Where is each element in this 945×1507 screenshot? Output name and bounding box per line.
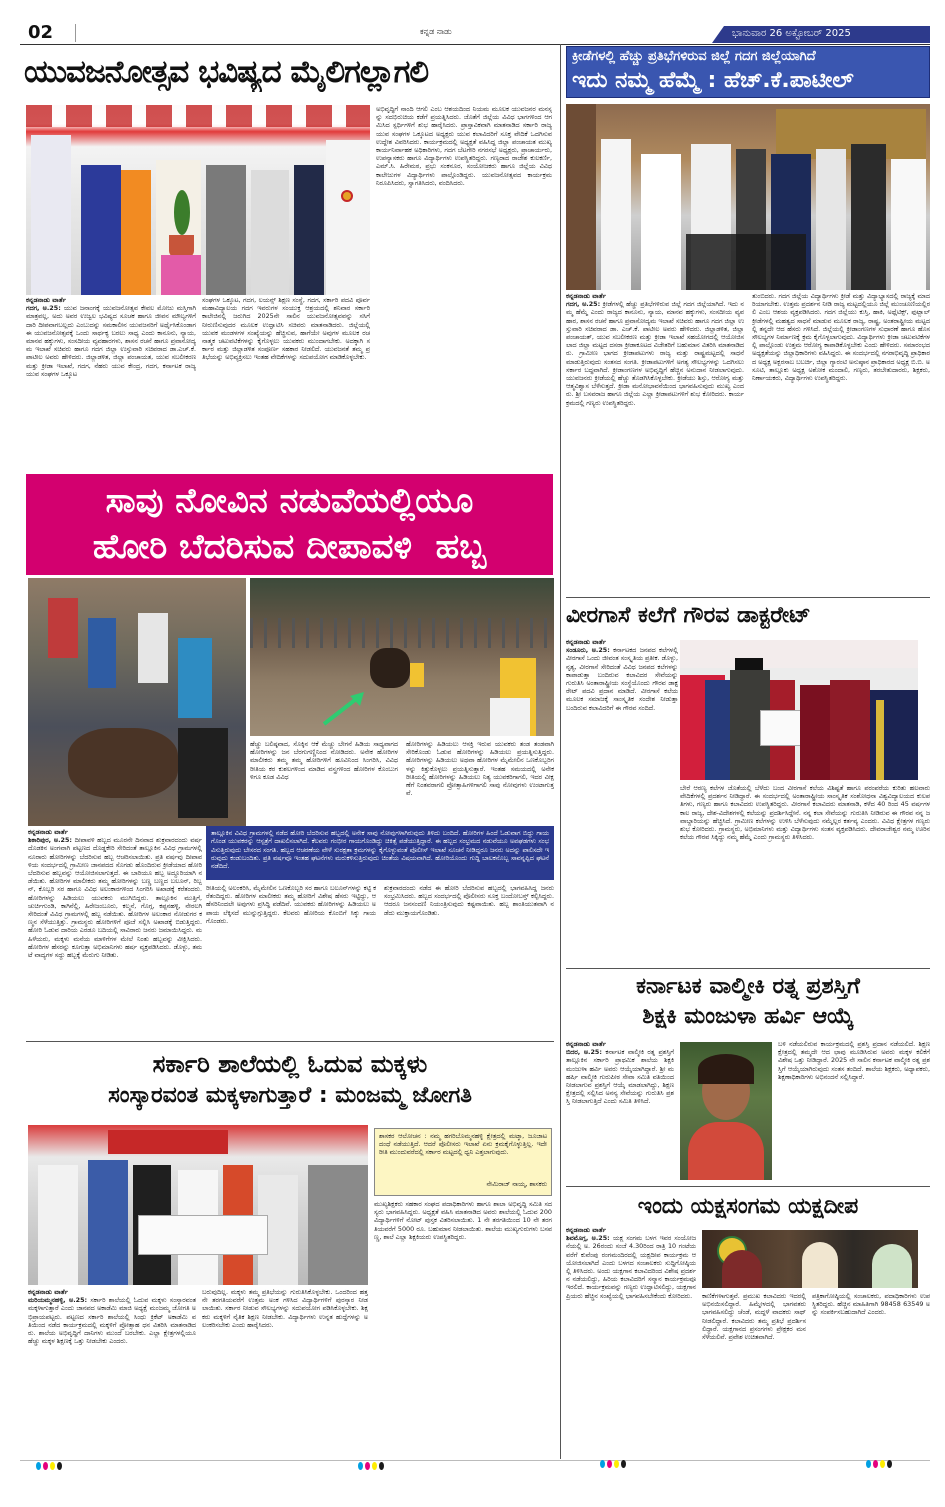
story6-byline: ಕನ್ನಡನಾಡು ವಾರ್ತೆ [566,1226,607,1234]
story3-caption-box [206,826,554,880]
magenta-dot [365,1462,370,1470]
story3-col1-text: ದೀಪಾವಳಿ ಹಬ್ಬದ ಮೂರನೇ ದಿನವಾದ ಶುಕ್ರವಾರದಂದು ವರ್ಷದೊಡಕಿನ ಅಂಗವಾಗಿ ಪಟ್ಟಣದ ದೊಡ್ಡಕೇರಿ ಸೇರಿದಂತೆ ತಾಲ್ಲೂಕಿನ ವಿವಿಧ ಗ್ರಾಮಗಳಲ್ಲಿ ನೂರಾರು ಹೋರಿಗಳನ್ನು ಬೆದರಿಸುವ ಹಬ್ಬ ಆಚರಿಸಲಾಯಿತು. ಪ್ರತಿ ವರ್ಷವು ದೀಪಾವಳಿಯ ಸಂದರ್ಭದಲ್ಲಿ ಗ್ರಾಮೀಣ ಜಾನಪದದ ಸೊಗಡು ಹೊಂದಿರುವ ಕ್ರೀಡೆಯಾದ ಹೋರಿ ಬೆದರಿಸುವ ಹಬ್ಬವನ್ನು ಆಯೋಜಿಸಲಾಗುತ್ತದೆ. ಈ ಬಾರಿಯೂ ಹಬ್ಬ ಅದ್ದೂರಿಯಾಗಿ ನಡೆಯಿತು. ಹೋರಿಗಳ ಮಾಲೀಕರು ತಮ್ಮ ಹೋರಿಗಳನ್ನು ಬಣ್ಣ ಬಣ್ಣದ ಬಲೂನ್, ರಿಬ್ಬನ್, ಕೊಬ್ಬರಿ ಸರ ಹಾಗೂ ವಿವಿಧ ಅಲಂಕಾರಗಳಿಂದ ಸಿಂಗರಿಸಿ ಅಖಾಡಕ್ಕೆ ಕರೆತಂದರು. ಹೋರಿಗಳನ್ನು ಹಿಡಿಯಲು ಯುವಕರು ಮುಗಿಬಿದ್ದರು. ತಾಲ್ಲೂಕಿನ ಮುತ್ತಿಗೆ, ಚುರ್ಚಿಗುಂಡಿ, ಕಾಗಿನೆಲ್ಲಿ, ಹಿರೇಜಂಬೂರು, ಕಲ್ಮನೆ, ಗೊಗ್ಗ, ಕಪ್ಪನಹಳ್ಳಿ, ನೇರಲಗಿ ಸೇರಿದಂತೆ ವಿವಿಧ ಗ್ರಾಮಗಳಲ್ಲಿ ಹಬ್ಬ ನಡೆಯಿತು. [28,836,202,919]
story7-headline-line2: ಸಂಸ್ಕಾರವಂತ ಮಕ್ಕಳಾಗುತ್ತಾರೆ : ಮಂಜಮ್ಮ ಜೋಗತಿ [108,1083,472,1108]
cmyk-registration-marks-3 [600,1460,626,1468]
main-column-divider [560,44,561,1459]
masthead-rule [20,44,930,45]
story3-bottom-rule [26,1041,554,1042]
black-dot [887,1460,892,1468]
story5-byline: ಕನ್ನಡನಾಡು ವಾರ್ತೆ [566,1040,607,1048]
story7-photo [28,1125,368,1285]
story1-photo [26,105,370,295]
footer-rule [20,1460,930,1461]
page-number: 02 [28,22,54,43]
magenta-dot [43,1462,48,1470]
cmyk-registration-marks-1 [36,1462,62,1470]
paper-name-text: ಕನ್ನಡ ನಾಡು [420,27,452,36]
story7-col1 [28,1288,196,1458]
story5-bottom-rule [566,1186,930,1187]
black-dot [57,1462,62,1470]
story7-col2: ಬರುವುದಿಲ್ಲ. ಮಕ್ಕಳು ತಮ್ಮ ಪ್ರತಿಭೆಯನ್ನು ಗುರುತಿಸಿಕೊಳ್ಳಬೇಕು. ಒಂದರಿಂದ ಹತ್ತನೇ ತರಗತಿಯವರೆಗೆ ಉತ್ತಮ ಅಂಕ ಗಳಿಸಿದ ವಿದ್ಯಾರ್ಥಿಗಳಿಗೆ ಪುರಸ್ಕಾರ ನೀಡಲಾಯಿತು. ಸರ್ಕಾರ ನೀಡುವ ಸೌಲಭ್ಯಗಳನ್ನು ಸದುಪಯೋಗ ಪಡಿಸಿಕೊಳ್ಳಬೇಕು. ಶಿಕ್ಷಕರು ಮಕ್ಕಳಿಗೆ ನೈತಿಕ ಶಿಕ್ಷಣ ನೀಡಬೇಕು. ವಿದ್ಯಾರ್ಥಿಗಳು ಉನ್ನತ ಹುದ್ದೆಗಳನ್ನು ಅಲಂಕರಿಸಬೇಕು ಎಂದು ಹಾರೈಸಿದರು. [202,1288,368,1329]
story4-photo [680,640,918,780]
story3-dateline: ಶಿಕಾರಿಪುರ, ಅ.25: [28,836,72,845]
magenta-dot [873,1460,878,1468]
story5-headline-line1: ಕರ್ನಾಟಕ ವಾಲ್ಮೀಕಿ ರತ್ನ ಪ್ರಶಸ್ತಿಗೆ [636,974,860,999]
cyan-dot [36,1462,41,1470]
yellow-dot [880,1460,885,1468]
story5-photo [680,1042,772,1180]
story7-quote-attribution: ನೇಮಿರಾಜ್ ನಾಯ್ಕ, ಶಾಸಕರು [486,1180,547,1188]
story2-col1 [566,292,744,567]
black-dot [379,1462,384,1470]
story3-photo-crowd [28,578,246,826]
story4-col-left [566,638,678,838]
story2-photo [566,104,930,290]
story5-dateline: ಬಿದರ, ಅ.25: [566,1048,602,1057]
story6-col-mid: ಕಾಣಿಕೆಗಳಾಗುತ್ತವೆ. ಪ್ರಮುಖ ಕಲಾವಿದರು ಇದರಲ್ಲಿ ಅಭಿನಯಿಸಲಿದ್ದಾರೆ. ಹಿಮ್ಮೇಳದಲ್ಲಿ ಭಾಗವತರು ಭಾಗವಹಿಸಲಿದ್ದು ಚೆಂಡೆ, ಮದ್ದಳೆ ವಾದಕರು ಸಾಥ್ ನೀಡಲಿದ್ದಾರೆ. ಕಲಾವಿದರು ತಮ್ಮ ಪ್ರತಿಭೆ ಪ್ರದರ್ಶಿಸಲಿದ್ದಾರೆ. ಯಕ್ಷಗಾನದ ಪ್ರಸಂಗಗಳು ಪ್ರೇಕ್ಷಕರ ಮನ ಸೆಳೆಯಲಿವೆ. ಪ್ರವೇಶ ಉಚಿತವಾಗಿದೆ. [702,1292,806,1342]
story4-col-full: ಬೇರೆ ಆರಣ್ಯ ಕಲೆಗಳ ಜೊತೆಯಲ್ಲಿ ಬೆಳೆದು ಬಂದ ವೀರಗಾಸೆ ಕಲೆಯ ವಿಶಿಷ್ಟತೆ ಹಾಗೂ ಪರಂಪರೆಯ ಕುರಿತು ಹಲವಾರು ವೇದಿಕೆಗಳಲ್ಲಿ ಪ್ರದರ್ಶನ ನೀಡಿದ್ದಾರೆ. ಈ ಸಂದರ್ಭದಲ್ಲಿ ಅಂತಾರಾಷ್ಟ್ರೀಯ ಸಾಂಸ್ಕೃತಿಕ ಸಂಶೋಧನಾ ವಿಶ್ವವಿದ್ಯಾಲಯದ ಕುಲಪತಿಗಳು, ಗಣ್ಯರು ಹಾಗೂ ಕಲಾವಿದರು ಉಪಸ್ಥಿತರಿದ್ದರು. ವೀರಗಾಸೆ ಕಲಾವಿದರು ಮಾತನಾಡಿ, ಕಳೆದ 40 ರಿಂದ 45 ವರ್ಷಗಳ ಕಾಲ ರಾಜ್ಯ, ದೇಶ-ವಿದೇಶಗಳಲ್ಲಿ ಕಲೆಯನ್ನು ಪ್ರದರ್ಶಿಸಿದ್ದೇನೆ. ನನ್ನ ಕಲಾ ಸೇವೆಯನ್ನು ಗುರುತಿಸಿ ನೀಡಿರುವ ಈ ಗೌರವ ನನ್ನ ಜವಾಬ್ದಾರಿಯನ್ನು ಹೆಚ್ಚಿಸಿದೆ. ಗ್ರಾಮೀಣ ಕಲೆಗಳನ್ನು ಉಳಿಸಿ ಬೆಳೆಸುವುದು ನಮ್ಮೆಲ್ಲರ ಕರ್ತವ್ಯ ಎಂದರು. ವಿವಿಧ ಕ್ಷೇತ್ರಗಳ ಗಣ್ಯರು ಶುಭ ಕೋರಿದರು. ಗ್ರಾಮಸ್ಥರು, ಅಭಿಮಾನಿಗಳು ಮತ್ತು ವಿದ್ಯಾರ್ಥಿಗಳು ಸಂತಸ ವ್ಯಕ್ತಪಡಿಸಿದರು. ದೇವರಾಜೇಶ್ವರ ನಮ್ಮ ಊರಿನ ಕಲೆಯ ಗೌರವ ಸಿಕ್ಕಿದ್ದು ನಮ್ಮ ಹೆಮ್ಮೆ ಎಂದು ಗ್ರಾಮಸ್ಥರು ತಿಳಿಸಿದರು. [680,784,930,842]
story2-kicker: ಕ್ರೀಡೆಗಳಲ್ಲಿ ಹೆಚ್ಚು ಪ್ರತಿಭೆಗಳಿರುವ ಜಿಲ್ಲೆ ಗದಗ ಜಿಲ್ಲೆಯಾಗಿದೆ [572,49,816,64]
story7-col1-text: ಸರ್ಕಾರಿ ಶಾಲೆಯಲ್ಲಿ ಓದುವ ಮಕ್ಕಳು ಸಂಸ್ಕಾರವಂತ ಮಕ್ಕಳಾಗುತ್ತಾರೆ ಎಂದು ಜಾನಪದ ಅಕಾಡೆಮಿ ಮಾಜಿ ಅಧ್ಯಕ್ಷೆ ಮಂಜಮ್ಮ ಜೋಗತಿ ಅಭಿಪ್ರಾಯಪಟ್ಟರು. ಪಟ್ಟಣದ ಸರ್ಕಾರಿ ಶಾಲೆಯಲ್ಲಿ ಸಿಂಧು ಕ್ರಿಕೆಟ್ ಅಕಾಡೆಮಿ ವತಿಯಿಂದ ನಡೆದ ಕಾರ್ಯಕ್ರಮದಲ್ಲಿ ಮಕ್ಕಳಿಗೆ ಪ್ರೋತ್ಸಾಹ ಧನ ವಿತರಿಸಿ ಮಾತನಾಡಿದರು. ಶಾಲೆಯ ಅಭಿವೃದ್ಧಿಗೆ ದಾನಿಗಳು ಮುಂದೆ ಬರಬೇಕು. ಎಲ್ಲಾ ಕ್ಷೇತ್ರಗಳಲ್ಲಿಯೂ ಹೆಚ್ಚು ಮಕ್ಕಳ ಶಿಕ್ಷಣಕ್ಕೆ ಒತ್ತು ನೀಡಬೇಕು ಎಂದರು. [28,1296,196,1346]
story2-dateline: ಗದಗ, ಅ.25: [566,300,601,309]
story4-bottom-rule [566,968,930,969]
story5-col-right: ಬಳಿ ನಡೆಯಲಿರುವ ಕಾರ್ಯಕ್ರಮದಲ್ಲಿ ಪ್ರಶಸ್ತಿ ಪ್ರದಾನ ನಡೆಯಲಿದೆ. ಶಿಕ್ಷಣ ಕ್ಷೇತ್ರದಲ್ಲಿ ತಮ್ಮದೇ ಆದ ಛಾಪು ಮೂಡಿಸಿರುವ ಅವರು ಮಕ್ಕಳ ಕಲಿಕೆಗೆ ವಿಶೇಷ ಒತ್ತು ನೀಡಿದ್ದಾರೆ. 2025 ನೇ ಸಾಲಿನ ಕರ್ನಾಟಕ ವಾಲ್ಮೀಕಿ ರತ್ನ ಪ್ರಶಸ್ತಿಗೆ ಆಯ್ಕೆಯಾಗಿರುವುದು ಸಂತಸ ತಂದಿದೆ. ಶಾಲೆಯ ಶಿಕ್ಷಕರು, ಅಧ್ಯಾಪಕರು, ಶಿಕ್ಷಣಾಧಿಕಾರಿಗಳು ಅಭಿನಂದನೆ ಸಲ್ಲಿಸಿದ್ದಾರೆ. [778,1040,930,1081]
story3-bottom-col2: ರೀತಿಯಲ್ಲಿ ಅಲಂಕರಿಸಿ, ಮೈಮೇಲಿನ ಒಣಕೊಬ್ಬರಿ ಸರ ಹಾಗೂ ಬಲೂನ್‌ಗಳನ್ನು ಕಟ್ಟಿ ಕರೆತಂದಿದ್ದರು. ಹೋರಿಗಳ ಮಾಲೀಕರು ತಮ್ಮ ಹೋರಿಗೆ ವಿಶೇಷ ಹೆಸರು ಇಟ್ಟಿದ್ದು, ಆ ಹೆಸರಿನಿಂದಲೇ ಅವುಗಳು ಪ್ರಸಿದ್ಧಿ ಪಡೆದಿವೆ. ಯುವಕರು ಹೋರಿಗಳನ್ನು ಹಿಡಿಯಲು ಅಪಾಯ ಲೆಕ್ಕಿಸದೆ ಮುನ್ನುಗ್ಗುತ್ತಿದ್ದರು. ಕೆಲವರು ಹೋರಿಯ ಕೊಂಬಿಗೆ ಸಿಕ್ಕು ಗಾಯಗೊಂಡರು. [206,884,376,925]
yellow-dot [614,1460,619,1468]
story5-col-left-text: ಕರ್ನಾಟಕ ವಾಲ್ಮೀಕಿ ರತ್ನ ಪ್ರಶಸ್ತಿಗೆ ತಾಲ್ಲೂಕಿನ ಸರ್ಕಾರಿ ಪ್ರಾಥಮಿಕ ಶಾಲೆಯ ಶಿಕ್ಷಕಿ ಮಂಜುಳಾ ಹರ್ವಿ ಅವರು ಆಯ್ಕೆಯಾಗಿದ್ದಾರೆ. ಶ್ರೀ ಮಹರ್ಷಿ ವಾಲ್ಮೀಕಿ ಗುರುಪೀಠ ಸೇವಾ ಸಮಿತಿ ವತಿಯಿಂದ ನೀಡಲಾಗುವ ಪ್ರಶಸ್ತಿಗೆ ಆಯ್ಕೆ ಮಾಡಲಾಗಿದ್ದು, ಶಿಕ್ಷಣ ಕ್ಷೇತ್ರದಲ್ಲಿ ಸಲ್ಲಿಸಿದ ಅನನ್ಯ ಸೇವೆಯನ್ನು ಗುರುತಿಸಿ ಪ್ರಶಸ್ತಿ ನೀಡಲಾಗುತ್ತಿದೆ ಎಂದು ಸಮಿತಿ ತಿಳಿಸಿದೆ. [566,1048,674,1106]
yellow-dot [50,1462,55,1470]
story1-headline: ಯುವಜನೋತ್ಸವ ಭವಿಷ್ಯದ ಮೈಲಿಗಲ್ಲಾಗಲಿ [24,54,429,90]
story3-headline-line1: ಸಾವು ನೋವಿನ ನಡುವೆಯಲ್ಲಿಯೂ [105,481,474,521]
story4-dateline: ಸಂಡೂರು, ಅ.25: [566,646,610,655]
story2-byline: ಕನ್ನಡನಾಡು ವಾರ್ತೆ [566,292,607,300]
story6-col-left-text: ಯಕ್ಷ ಸಂಗಮ ಬಳಗ ಇವರ ಸಂಯೋಜನೆಯಲ್ಲಿ ಅ. 26ರಂದು ಸಂಜೆ 4.30ರಿಂದ ರಾತ್ರಿ 10 ಗಂಟೆಯವರೆಗೆ ಕುವೆಂಪು ರಂಗಮಂದಿರದಲ್ಲಿ ಯಕ್ಷದೀಪ ಕಾರ್ಯಕ್ರಮ ಆಯೋಜಿಸಲಾಗಿದೆ ಎಂದು ಬಳಗದ ಸಂಚಾಲಕರು ಸುದ್ದಿಗೋಷ್ಠಿಯಲ್ಲಿ ತಿಳಿಸಿದರು. ಅಂದು ಯಕ್ಷಗಾನ ಕಲಾವಿದರಿಂದ ವಿಶೇಷ ಪ್ರದರ್ಶನ ನಡೆಯಲಿದ್ದು, ಹಿರಿಯ ಕಲಾವಿದರಿಗೆ ಸನ್ಮಾನ ಕಾರ್ಯಕ್ರಮವೂ ಇರಲಿದೆ. ಕಾರ್ಯಕ್ರಮವನ್ನು ಗಣ್ಯರು ಉದ್ಘಾಟಿಸಲಿದ್ದು, ಯಕ್ಷಗಾನ ಪ್ರಿಯರು ಹೆಚ್ಚಿನ ಸಂಖ್ಯೆಯಲ್ಲಿ ಭಾಗವಹಿಸಬೇಕೆಂದು ಕೋರಿದರು. [566,1234,696,1300]
story2-col2: ತುಂಬಿದರು. ಗದಗ ಜಿಲ್ಲೆಯ ವಿದ್ಯಾರ್ಥಿಗಳು ಕ್ರೀಡೆ ಮತ್ತು ವಿದ್ಯಾಭ್ಯಾಸದಲ್ಲಿ ರಾಜ್ಯಕ್ಕೆ ಮಾದರಿಯಾಗಬೇಕು. ಉತ್ತಮ ಪ್ರದರ್ಶನ ನೀಡಿ ರಾಜ್ಯ ಮಟ್ಟದಲ್ಲಿಯೂ ಜಿಲ್ಲೆ ಮುಂಚೂಣಿಯಲ್ಲಿರಲಿ ಎಂಬ ಆಶಯ ವ್ಯಕ್ತಪಡಿಸಿದರು. ಗದಗ ಜಿಲ್ಲೆಯು ಕುಸ್ತಿ, ಹಾಕಿ, ಅಥ್ಲೆಟಿಕ್ಸ್, ಫುಟ್ಬಾಲ್ ಕ್ರೀಡೆಗಳಲ್ಲಿ ಮಹತ್ವದ ಸಾಧನೆ ಮಾಡುವ ಮೂಲಕ ರಾಜ್ಯ, ರಾಷ್ಟ್ರ, ಅಂತರಾಷ್ಟ್ರೀಯ ಮಟ್ಟದಲ್ಲಿ ತನ್ನದೇ ಆದ ಹೆಸರು ಗಳಿಸಿದೆ. ಜಿಲ್ಲೆಯಲ್ಲಿ ಕ್ರೀಡಾಂಗಣಗಳ ಸುಧಾರಣೆ ಹಾಗೂ ಹೊಸ ಸೌಲಭ್ಯಗಳ ನಿರ್ಮಾಣಕ್ಕೆ ಕ್ರಮ ಕೈಗೊಳ್ಳಲಾಗುವುದು. ವಿದ್ಯಾರ್ಥಿಗಳು ಕ್ರೀಡಾ ಚಟುವಟಿಕೆಗಳಲ್ಲಿ ಪಾಲ್ಗೊಂಡು ಉತ್ತಮ ಆರೋಗ್ಯ ಕಾಪಾಡಿಕೊಳ್ಳಬೇಕು ಎಂದು ಹೇಳಿದರು. ಸಮಾರಂಭದ ಅಧ್ಯಕ್ಷತೆಯನ್ನು ಜಿಲ್ಲಾಧಿಕಾರಿಗಳು ವಹಿಸಿದ್ದರು. ಈ ಸಂದರ್ಭದಲ್ಲಿ ನಗರಾಭಿವೃದ್ಧಿ ಪ್ರಾಧಿಕಾರದ ಅಧ್ಯಕ್ಷ ಅಕ್ಬರಸಾಬ ಬಬರ್ಚಿ, ಜಿಲ್ಲಾ ಗ್ಯಾರಂಟಿ ಅನುಷ್ಠಾನ ಪ್ರಾಧಿಕಾರದ ಅಧ್ಯಕ್ಷ ಬಿ.ಬಿ. ಅಸೂಟಿ, ತಾಲ್ಲೂಕು ಅಧ್ಯಕ್ಷ ಅಶೋಕ ಮಂದಾಲಿ, ಗಣ್ಯರು, ತರಬೇತುದಾರರು, ಶಿಕ್ಷಕರು, ನಿರ್ಣಾಯಕರು, ವಿದ್ಯಾರ್ಥಿಗಳು ಉಪಸ್ಥಿತರಿದ್ದರು. [752,292,930,383]
story7-quote-text: ಶಾಸಕರ ಆಲೋಚನ : ನಮ್ಮ ಹಗರಿಬೊಮ್ಮನಹಳ್ಳಿ ಕ್ಷೇತ್ರದಲ್ಲಿ ಮಟ್ಕಾ, ಜೂಜಾಟ ದಂಧೆ ನಡೆಯುತ್ತಿದೆ. ಆದರೆ ಪೊಲೀಸರು ಇಲಾಖೆ ಏನು ಕ್ರಮಕೈಗೊಳ್ಳುತ್ತಿಲ್ಲ. ಇದೇ ರೀತಿ ಮುಂದುವರೆದಲ್ಲಿ ಸರ್ಕಾರ ಮಟ್ಟದಲ್ಲಿ ಧ್ವನಿ ಎತ್ತಲಾಗುವುದು. [379,1132,547,1157]
story2-headline: ಇದು ನಮ್ಮ ಹೆಮ್ಮೆ : ಹೆಚ್.ಕೆ.ಪಾಟೀಲ್ [572,68,854,93]
story3-col2-top: ಹೆಚ್ಚು ಬಲಿಷ್ಠವಾದ, ಸೊಕ್ಕಿನ ಆಕೆ ಮೆಚ್ಚು ಬೇಗನೆ ಹಿಡಿಯ ಸಾಧ್ಯವಾಗದ ಹೋರಿಗಳನ್ನು ಜನ ಬೆರಗುಗಣ್ಣಿನಿಂದ ನೋಡಿದರು. ಅನೇಕ ಹೋರಿಗಳ ಮಾಲೀಕರು ತಮ್ಮ ತಮ್ಮ ಹೋರಿಗಳಿಗೆ ಹೂವಿನಿಂದ ಸಿಂಗರಿಸಿ, ವಿವಿಧ ರೀತಿಯ ಕರ ಕುಶಲಗಳಿಂದ ಮಾಡಿದ ವಸ್ತ್ರಗಳಿಂದ ಹೋರಿಗಳ ಕೊಂಬುಗಳಿಗೂ ಕೂಡ ವಿವಿಧ [250,740,398,781]
arrow-annotation-icon [320,688,370,728]
story6-col-left [566,1226,696,1458]
story1-col1-text: ಯುವ ಜನಾಂಗಕ್ಕೆ ಯುವಜನೋತ್ಸವ ಕೇವಲ ಮೋಜು ಮಸ್ತಿಗಾಗಿ ಮಾತ್ರವಲ್ಲ, ಅದು ಅವರ ಉಜ್ವಲ ಭವಿಷ್ಯದ ಸೂಚಕ ಹಾಗೂ ಜೀವನ ಮೌಲ್ಯಗಳಿಗೆ ದಾರಿ ದೀಪವಾಗಬಲ್ಲದು ಎಂಬುದನ್ನು ಸಮಕಾಲೀನ ಯುವಜನರಿಗೆ ಅರ್ಥೈಸಿಕೊಂಡಾಗ ಈ ಯುವಜನೋತ್ಸವಕ್ಕೆ ಒಂದು ಸಾರ್ಥಕ್ಯ ಬರಲು ಸಾಧ್ಯ ಎಂದು ಕಾನೂನು, ನ್ಯಾಯ, ಮಾನವ ಹಕ್ಕುಗಳು, ಸಂಸದೀಯ ವ್ಯವಹಾರಗಳು, ಶಾಸನ ರಚನೆ ಹಾಗೂ ಪ್ರವಾಸೋದ್ಯಮ ಇಲಾಖೆ ಸಚಿವರು ಹಾಗೂ ಗದಗ ಜಿಲ್ಲಾ ಉಸ್ತುವಾರಿ ಸಚಿವರಾದ ಡಾ.ಎಚ್.ಕೆ.ಪಾಟೀಲ ಅವರು ಹೇಳಿದರು. ಜಿಲ್ಲಾಡಳಿತ, ಜಿಲ್ಲಾ ಪಂಚಾಯತ, ಯುವ ಸಬಲೀಕರಣ ಮತ್ತು ಕ್ರೀಡಾ ಇಲಾಖೆ, ಗದಗ, ನೆಹರು ಯುವ ಕೇಂದ್ರ, ಗದಗ, ಕರ್ನಾಟಕ ರಾಜ್ಯ ಯುವ ಸಂಘಗಳ ಒಕ್ಕೂಟ [26,304,196,378]
date-text: ಭಾನುವಾರ 26 ಅಕ್ಟೋಬರ್ 2025 [732,28,851,39]
cyan-dot [866,1460,871,1468]
story4-col-left-text: ಕರ್ನಾಟಕದ ಜನಪದ ಕಲೆಗಳಲ್ಲಿ ವೀರಗಾಸೆ ಒಂದು ಜೀವಂತ ಸಂಸ್ಕೃತಿಯ ಪ್ರತೀಕ. ಡೊಳ್ಳು, ನೃತ್ಯ, ವೀರಗಾಸೆ ಸೇರಿದಂತೆ ವಿವಿಧ ಜನಪದ ಕಲೆಗಳನ್ನು ಕಾಪಾಡುತ್ತಾ ಬಂದಿರುವ ಕಲಾವಿದರ ಸೇವೆಯನ್ನು ಗುರುತಿಸಿ ಅಂತಾರಾಷ್ಟ್ರೀಯ ಸಂಸ್ಥೆಯೊಂದು ಗೌರವ ಡಾಕ್ಟರೇಟ್ ಪದವಿ ಪ್ರದಾನ ಮಾಡಿದೆ. ವೀರಗಾಸೆ ಕಲೆಯ ಮೂಲಕ ಸಮಾಜಕ್ಕೆ ಸಾಂಸ್ಕೃತಿಕ ಸಂದೇಶ ನೀಡುತ್ತಾ ಬಂದಿರುವ ಕಲಾವಿದರಿಗೆ ಈ ಗೌರವ ಸಂದಿದೆ. [566,646,678,712]
story3-bottom-col1-text: ಹೋರಿಗಳ ಅಲಂಕಾರ ನೋಡುಗರ ಕಣ್ಮನ ಸೆಳೆಯುತ್ತಿತ್ತು. ಗ್ರಾಮಸ್ಥರು ಹೋರಿಗಳಿಗೆ ಪೂಜೆ ಸಲ್ಲಿಸಿ ಅಖಾಡಕ್ಕೆ ಬಿಡುತ್ತಿದ್ದರು. ಹೋರಿ ಓಡುವ ದಾರಿಯ ಎರಡೂ ಬದಿಯಲ್ಲಿ ಸಾವಿರಾರು ಜನರು ಜಮಾಯಿಸಿದ್ದರು. ಮಹಿಳೆಯರು, ಮಕ್ಕಳು ಮನೆಯ ಮಾಳಿಗೆಗಳ ಮೇಲೆ ನಿಂತು ಹಬ್ಬವನ್ನು ವೀಕ್ಷಿಸಿದರು. ಹೋರಿಗಳ ಹೆಸರನ್ನು ಕೂಗುತ್ತಾ ಅಭಿಮಾನಿಗಳು ಹರ್ಷ ವ್ಯಕ್ತಪಡಿಸಿದರು. ಡೊಳ್ಳು, ತಮಟೆ ವಾದ್ಯಗಳ ಸದ್ದು ಹಬ್ಬಕ್ಕೆ ಮೆರುಗು ನೀಡಿತು. [28,910,202,960]
story7-col3: ಮುಖ್ಯಶಿಕ್ಷಕರು ಸಹಕಾರ ಸಂಘದ ಪದಾಧಿಕಾರಿಗಳು ಹಾಗೂ ಶಾಲಾ ಅಭಿವೃದ್ಧಿ ಸಮಿತಿ ಸದಸ್ಯರು ಭಾಗವಹಿಸಿದ್ದರು. ಅಧ್ಯಕ್ಷತೆ ವಹಿಸಿ ಮಾತನಾಡಿದ ಅವರು ಶಾಲೆಯಲ್ಲಿ ಓದುವ 200 ವಿದ್ಯಾರ್ಥಿಗಳಿಗೆ ನೋಟ್ ಪುಸ್ತಕ ವಿತರಿಸಲಾಯಿತು. 1 ನೇ ತರಗತಿಯಿಂದ 10 ನೇ ತರಗತಿಯವರೆಗೆ 5000 ರೂ. ಬಹುಮಾನ ನೀಡಲಾಯಿತು. ಶಾಲೆಯ ಮುಖ್ಯಗುರುಗಳು ಬಸವಣ್ಣ, ಶಾಲೆ ಎಲ್ಲಾ ಶಿಕ್ಷಕಿಯರು ಉಪಸ್ಥಿತರಿದ್ದರು. [374,1200,552,1241]
story7-byline: ಕನ್ನಡನಾಡು ವಾರ್ತೆ [28,1288,69,1296]
cyan-dot [600,1460,605,1468]
story6-photo [702,1230,918,1288]
paper-name [420,27,452,37]
story7-quote-box [374,1128,552,1196]
story2-col1-text: ಕ್ರೀಡೆಗಳಲ್ಲಿ ಹೆಚ್ಚು ಪ್ರತಿಭೆಗಳಿರುವ ಜಿಲ್ಲೆ ಗದಗ ಜಿಲ್ಲೆಯಾಗಿದೆ. ಇದು ನಮ್ಮ ಹೆಮ್ಮೆ ಎಂದು ರಾಜ್ಯದ ಕಾನೂನು, ನ್ಯಾಯ, ಮಾನವ ಹಕ್ಕುಗಳು, ಸಂಸದೀಯ ವ್ಯವಹಾರ, ಶಾಸನ ರಚನೆ ಹಾಗೂ ಪ್ರವಾಸೋದ್ಯಮ ಇಲಾಖೆ ಸಚಿವರು ಹಾಗೂ ಗದಗ ಜಿಲ್ಲಾ ಉಸ್ತುವಾರಿ ಸಚಿವರಾದ ಡಾ. ಎಚ್.ಕೆ. ಪಾಟೀಲ ಅವರು ಹೇಳಿದರು. ಜಿಲ್ಲಾಡಳಿತ, ಜಿಲ್ಲಾ ಪಂಚಾಯತ್, ಯುವ ಸಬಲೀಕರಣ ಮತ್ತು ಕ್ರೀಡಾ ಇಲಾಖೆ ಸಹಯೋಗದಲ್ಲಿ ಆಯೋಜಿಸಲಾದ ಜಿಲ್ಲಾ ಮಟ್ಟದ ದಸರಾ ಕ್ರೀಡಾಕೂಟದ ವಿಜೇತರಿಗೆ ಬಹುಮಾನ ವಿತರಿಸಿ ಮಾತನಾಡಿದರು. ಗ್ರಾಮೀಣ ಭಾಗದ ಕ್ರೀಡಾಪಟುಗಳು ರಾಜ್ಯ ಮತ್ತು ರಾಷ್ಟ್ರಮಟ್ಟದಲ್ಲಿ ಸಾಧನೆ ಮಾಡುತ್ತಿರುವುದು ಸಂತಸದ ಸಂಗತಿ. ಕ್ರೀಡಾಪಟುಗಳಿಗೆ ಅಗತ್ಯ ಸೌಲಭ್ಯಗಳನ್ನು ಒದಗಿಸಲು ಸರ್ಕಾರ ಬದ್ಧವಾಗಿದೆ. ಕ್ರೀಡಾಂಗಣಗಳ ಅಭಿವೃದ್ಧಿಗೆ ಹೆಚ್ಚಿನ ಅನುದಾನ ನೀಡಲಾಗುವುದು. ಯುವಜನರು ಕ್ರೀಡೆಯಲ್ಲಿ ಹೆಚ್ಚು ತೊಡಗಿಸಿಕೊಳ್ಳಬೇಕು. ಕ್ರೀಡೆಯು ಶಿಸ್ತು, ಆರೋಗ್ಯ ಮತ್ತು ಆತ್ಮವಿಶ್ವಾಸ ಬೆಳೆಸುತ್ತದೆ. ಕ್ರೀಡಾ ಮನೋಭಾವನೆಯಿಂದ ಭಾಗವಹಿಸುವುದು ಮುಖ್ಯ ಎಂದರು. ಶ್ರೀ ಬಸವರಾಜ ಹಾಗೂ ಜಿಲ್ಲೆಯ ಎಲ್ಲಾ ಕ್ರೀಡಾಪಟುಗಳಿಗೆ ಶುಭ ಕೋರಿದರು. ಕಾರ್ಯಕ್ರಮದಲ್ಲಿ ಗಣ್ಯರು ಉಪಸ್ಥಿತರಿದ್ದರು. [566,300,744,407]
story1-dateline: ಗದಗ, ಅ.25: [26,304,61,313]
story3-byline: ಕನ್ನಡನಾಡು ವಾರ್ತೆ [28,828,69,836]
story4-headline: ವೀರಗಾಸೆ ಕಲೆಗೆ ಗೌರವ ಡಾಕ್ಟರೇಟ್ [566,603,811,628]
story1-byline: ಕನ್ನಡನಾಡು ವಾರ್ತೆ [26,296,67,304]
story1-col3: ಅಭಿವೃದ್ಧಿಗೆ ನಾಂದಿ ಆಗಲಿ ಎಂಬ ಆಶಯದಿಂದ ನಿಯಮ ಮೂಲಕ ಯುವಜನರ ಮನಸ್ಸನ್ನು ಸದಭಿರುಚಿಯ ಕಡೆಗೆ ಪ್ರಯತ್ನಿಸಿದರು. ಜೊತೆಗೆ ಜಿಲ್ಲೆಯ ವಿವಿಧ ಭಾಗಗಳಿಂದ ಆಗಮಿಸಿದ ಸ್ಪರ್ಧಿಗಳಿಗೆ ಶುಭ ಹಾರೈಸಿದರು. ಪ್ರಾಸ್ತಾವಿಕವಾಗಿ ಮಾತನಾಡಿದ ಸರ್ಕಾರಿ ರಾಜ್ಯ ಯುವ ಸಂಘಗಳ ಒಕ್ಕೂಟದ ಅಧ್ಯಕ್ಷರು ಯುವ ಕಲಾವಿದರಿಗೆ ಸೂಕ್ತ ವೇದಿಕೆ ಒದಗಿಸುವ ಉದ್ದೇಶ ವಿವರಿಸಿದರು. ಕಾರ್ಯಕ್ರಮದಲ್ಲಿ ಅಧ್ಯಕ್ಷತೆ ವಹಿಸಿದ್ದ ಜಿಲ್ಲಾ ಪಂಚಾಯತ ಮುಖ್ಯ ಕಾರ್ಯನಿರ್ವಾಹಕ ಅಧಿಕಾರಿಗಳು, ಗದಗ ಬೆಟಗೇರಿ ನಗರಸಭೆ ಅಧ್ಯಕ್ಷರು, ಪ್ರಾಚಾರ್ಯರು, ಉಪನ್ಯಾಸಕರು ಹಾಗೂ ವಿದ್ಯಾರ್ಥಿಗಳು ಉಪಸ್ಥಿತರಿದ್ದರು. ಗಣ್ಯರಾದ ರಾಜೇಶ ಕುಲಕರ್ಣಿ, ಎಮ್.ಸಿ. ಹಿರೇಮಠ, ಪ್ರಭು ಸಂಕನೂರ, ಸಂಯೋಜಕರು ಹಾಗೂ ಜಿಲ್ಲೆಯ ವಿವಿಧ ಕಾಲೇಜುಗಳ ವಿದ್ಯಾರ್ಥಿಗಳು ಪಾಲ್ಗೊಂಡಿದ್ದರು. ಯುವಜನೋತ್ಸವದ ಕಾರ್ಯಕ್ರಮ ನಿರೂಪಿಸಿದರು, ಸ್ವಾಗತಿಸಿದರು, ವಂದಿಸಿದರು. [376,105,552,187]
cyan-dot [358,1462,363,1470]
story4-byline: ಕನ್ನಡನಾಡು ವಾರ್ತೆ [566,638,607,646]
story4-top-rule [566,597,930,598]
story3-photo-arena [250,578,554,736]
yellow-dot [372,1462,377,1470]
story7-dateline: ಮರಿಯಮ್ಮನಹಳ್ಳಿ, ಅ.25: [28,1296,88,1305]
story1-col1 [26,296,196,466]
story5-headline-line2: ಶಿಕ್ಷಕಿ ಮಂಜುಳಾ ಹರ್ವಿ ಆಯ್ಕೆ [642,1004,854,1029]
page-number-divider [75,24,76,42]
cmyk-registration-marks-4 [866,1460,892,1468]
story3-headline-line2: ಹೋರಿ ಬೆದರಿಸುವ ದೀಪಾವಳಿ ಹಬ್ಬ [92,527,487,567]
story3-bottom-col3: ಶುಕ್ರವಾರದಂದು ನಡೆದ ಈ ಹೋರಿ ಬೆದರಿಸುವ ಹಬ್ಬದಲ್ಲಿ ಭಾಗವಹಿಸಿದ್ದ ಜನರು ಸಂಭ್ರಮಿಸಿದರು. ಹಬ್ಬದ ಸಂದರ್ಭದಲ್ಲಿ ಪೊಲೀಸರು ಸೂಕ್ತ ಬಂದೋಬಸ್ತ್ ಕಲ್ಪಿಸಿದ್ದರು. ಆದರೂ ಜನಸಂದಣಿ ನಿಯಂತ್ರಿಸುವುದು ಕಷ್ಟವಾಯಿತು. ಹಬ್ಬ ಶಾಂತಿಯುತವಾಗಿ ನಡೆದು ಮುಕ್ತಾಯಗೊಂಡಿತು. [384,884,554,917]
story6-headline: ಇಂದು ಯಕ್ಷಸಂಗಮ ಯಕ್ಷದೀಪ [637,1194,859,1219]
cmyk-registration-marks-2 [358,1462,384,1470]
story6-col-right: ಪತ್ರಿಕಾಗೋಷ್ಠಿಯಲ್ಲಿ ಸಂಚಾಲಕರು, ಪದಾಧಿಕಾರಿಗಳು ಉಪಸ್ಥಿತರಿದ್ದರು. ಹೆಚ್ಚಿನ ಮಾಹಿತಿಗಾಗಿ 98458 63549 ಅನ್ನು ಸಂಪರ್ಕಿಸಬಹುದಾಗಿದೆ ಎಂದರು. [812,1292,930,1317]
black-dot [621,1460,626,1468]
story3-col1 [28,828,202,1028]
story7-headline-line1: ಸರ್ಕಾರಿ ಶಾಲೆಯಲ್ಲಿ ಓದುವ ಮಕ್ಕಳು [152,1050,428,1078]
story3-caption-text: ತಾಲ್ಲೂಕಿನ ವಿವಿಧ ಗ್ರಾಮಗಳಲ್ಲಿ ನಡೆದ ಹೋರಿ ಬೆದರಿಸುವ ಹಬ್ಬದಲ್ಲಿ ಅನೇಕ ಸಾವು ನೋವುಗಳಾಗಿರುವುದು ತಿಳಿದು ಬಂದಿದೆ. ಹೋರಿಗಳ ಹಿಂದೆ ಓಡುವಾಗ ಬಿದ್ದು ಗಾಯಗೊಂಡ ಯುವಕರನ್ನು ಆಸ್ಪತ್ರೆಗೆ ದಾಖಲಿಸಲಾಗಿದೆ. ಕೆಲವರು ಗಂಭೀರ ಗಾಯಗೊಂಡಿದ್ದು ಚಿಕಿತ್ಸೆ ಪಡೆಯುತ್ತಿದ್ದಾರೆ. ಈ ಹಬ್ಬದ ಸಂಭ್ರಮದ ನಡುವೆಯೂ ಅವಘಡಗಳು ಸಂಭವಿಸುತ್ತಿರುವುದು ಬೇಸರದ ಸಂಗತಿ. ಹಬ್ಬದ ಆಚರಣೆಯ ವೇಳೆ ಸುರಕ್ಷತಾ ಕ್ರಮಗಳನ್ನು ಕೈಗೊಳ್ಳುವಂತೆ ಪೊಲೀಸ್ ಇಲಾಖೆ ಸೂಚನೆ ನೀಡಿದ್ದರೂ ಜನರು ಅದನ್ನು ಪಾಲಿಸದೇ ಇರುವುದು ಕಂಡುಬಂದಿತು. ಪ್ರತಿ ವರ್ಷವೂ ಇಂತಹ ಘಟನೆಗಳು ಮರುಕಳಿಸುತ್ತಿರುವುದು ಚಿಂತೆಯ ವಿಷಯವಾಗಿದೆ. ಹೋರಿಯೊಂದು ಗುದ್ದಿ ಬಾಲಕನೊಬ್ಬ ಸಾವನ್ನಪ್ಪಿದ ಘಟನೆ ನಡೆದಿದೆ. [211,829,549,871]
story6-dateline: ಶಿವಮೊಗ್ಗ, ಅ.25: [566,1234,610,1243]
magenta-dot [607,1460,612,1468]
story3-col3-top: ಹೋರಿಗಳನ್ನು ಹಿಡಿಯಲು ಆಸಕ್ತಿ ಇರುವ ಯುವಕರು ತಂಡ ತಂಡವಾಗಿ ಸೇರಿಕೊಂಡು ಓಡುವ ಹೋರಿಗಳನ್ನು ಹಿಡಿಯಲು ಪ್ರಯತ್ನಿಸುತ್ತಿದ್ದರು. ಹೋರಿಗಳನ್ನು ಹಿಡಿಯಲು ಅಥವಾ ಹೋರಿಗಳ ಮೈಮೇಲಿನ ಒಣಕೊಬ್ಬರಿಗಳನ್ನು ಕಿತ್ತುಕೊಳ್ಳಲು ಪ್ರಯತ್ನಿಸುತ್ತಾರೆ. ಇಂತಹ ಸಮಯದಲ್ಲಿ ಅನೇಕ ರೀತಿಯಲ್ಲಿ ಹೋರಿಗಳನ್ನು ಹಿಡಿಯಲು ನಿತ್ಯ ಯುವಕರಿಗಾಗಲಿ, ಇದರ ವೀಕ್ಷಣೆಗೆ ನಿಂತವರಾಗಲಿ ಪ್ರೋತ್ಸಾಹಿಗಳಿಗಾಗಲಿ ಸಾವು ನೋವುಗಳು ಉಂಟಾಗುತ್ತವೆ. [406,740,554,798]
story1-col2: ಸಂಘಗಳ ಒಕ್ಕೂಟ, ಗದಗ, ಲಯನ್ಸ್ ಶಿಕ್ಷಣ ಸಂಸ್ಥೆ, ಗದಗ, ಸರ್ಕಾರಿ ಪದವಿ ಪೂರ್ವ ಮಹಾವಿದ್ಯಾಲಯ ಗದಗ ಇವರುಗಳ ಸಂಯುಕ್ತ ಆಶ್ರಯದಲ್ಲಿ ಶನಿವಾರ ಸರ್ಕಾರಿ ಕಾಲೇಜಿನಲ್ಲಿ ಜರುಗಿದ 2025ನೇ ಸಾಲಿನ ಯುವಜನೋತ್ಸವವನ್ನು ಸಸಿಗೆ ನೀರುಣಿಸುವುದರ ಮೂಲಕ ಉದ್ಘಾಟಿಸಿ ಸಚಿವರು ಮಾತನಾಡಿದರು. ಜಿಲ್ಲೆಯಲ್ಲಿ ಯುವಕ ಮಂಡಳಗಳ ಸಂಖ್ಯೆಯನ್ನು ಹೆಚ್ಚಿಸುವ, ಹಾಗೆಯೇ ಅವುಗಳ ಮೂಲಕ ರಚನಾತ್ಮಕ ಚಟುವಟಿಕೆಗಳನ್ನು ಕೈಗೊಳ್ಳಲು ಯುವಕರು ಮುಂದಾಗಬೇಕು. ಅದಕ್ಕಾಗಿ ಸರ್ಕಾರ ಮತ್ತು ಜಿಲ್ಲಾಡಳಿತ ಸಂಪೂರ್ಣ ಸಹಕಾರ ನೀಡಲಿದೆ. ಯುವಜನತೆ ತಮ್ಮ ಪ್ರತಿಭೆಯನ್ನು ಅಭಿವ್ಯಕ್ತಿಸಲು ಇಂತಹ ವೇದಿಕೆಗಳನ್ನು ಸದುಪಯೋಗ ಮಾಡಿಕೊಳ್ಳಬೇಕು. [202,296,370,362]
story5-col-left [566,1040,674,1180]
